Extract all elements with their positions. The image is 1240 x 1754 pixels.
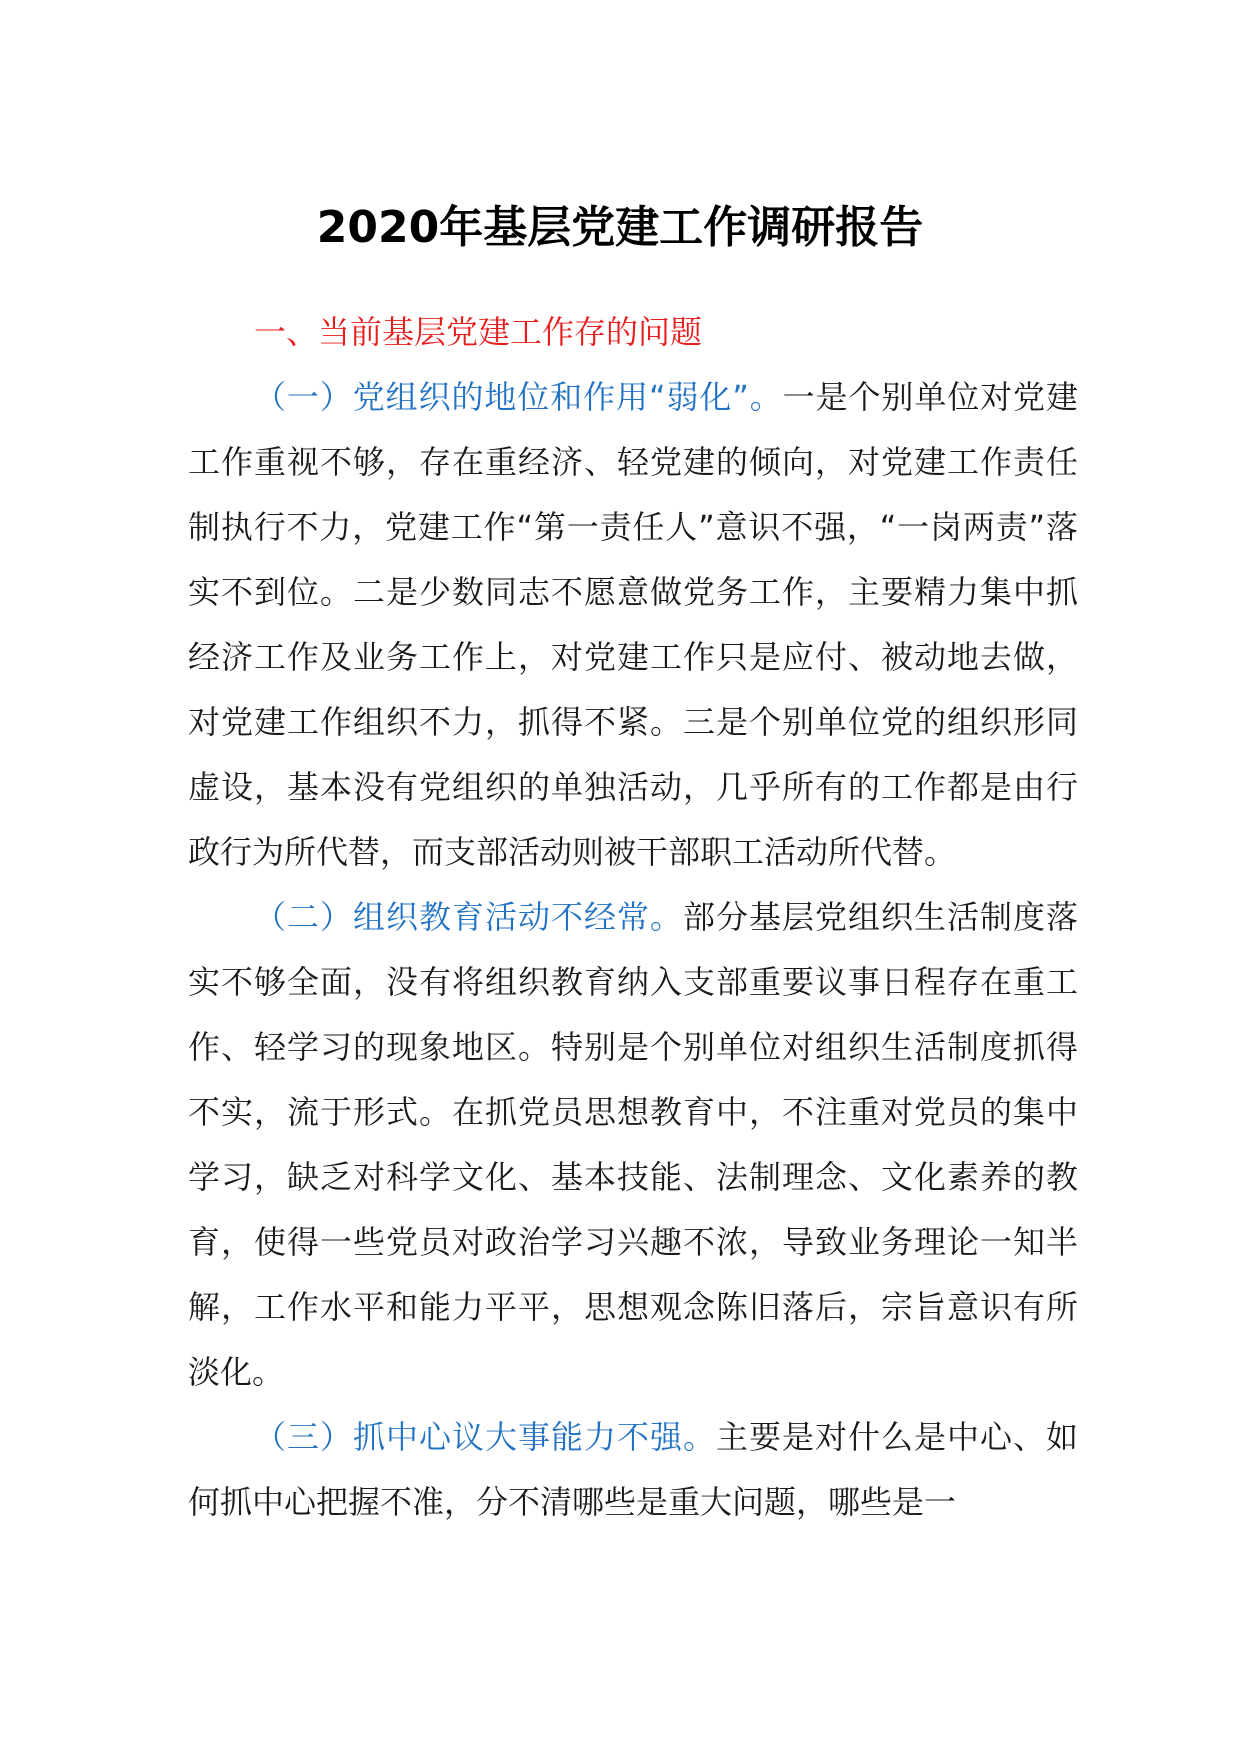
paragraph-1-text: 一是个别单位对党建工作重视不够，存在重经济、轻党建的倾向，对党建工作责任制执行不力，党建工作“第一责任人”意识不强，“一岗两责”落实不到位。二是少数同志不愿意做党务工作，主要精力集中抓经济工作及业务工作上，对党建工作只是应付、被动地去做，对党建工作组织不力，抓得不紧。三是个别单位党的组织形同虚设，基本没有党组织的单独活动，几乎所有的工作都是由行政行为所代替，而支部活动则被干部职工活动所代替。 bbox=[188, 378, 1078, 871]
paragraph-2-text: 部分基层党组织生活制度落实不够全面，没有将组织教育纳入支部重要议事日程存在重工作、轻学习的现象地区。特别是个别单位对组织生活制度抓得不实，流于形式。在抓党员思想教育中，不注重对党员的集中学习，缺乏对科学文化、基本技能、法制理念、文化素养的教育，使得一些党员对政治学习兴趣不浓，导致业务理论一知半解，工作水平和能力平平，思想观念陈旧落后，宗旨意识有所淡化。 bbox=[188, 898, 1078, 1391]
section-heading: 一、当前基层党建工作存的问题 bbox=[254, 313, 703, 351]
paragraph-3-text: 主要是对什么是中心、如何抓中心把握不准，分不清哪些是重大问题，哪些是一 bbox=[188, 1418, 1078, 1521]
paragraph-2-heading: （二）组织教育活动不经常。 bbox=[254, 898, 683, 936]
document-body bbox=[188, 300, 1078, 1535]
paragraph-2 bbox=[188, 885, 1078, 1405]
paragraph-3-heading: （三）抓中心议大事能力不强。 bbox=[254, 1418, 716, 1456]
paragraph-3 bbox=[188, 1405, 1078, 1535]
document-title: 2020年基层党建工作调研报告 bbox=[316, 202, 924, 253]
paragraph-1-heading: （一）党组织的地位和作用“弱化”。 bbox=[254, 378, 783, 416]
paragraph-1 bbox=[188, 365, 1078, 885]
